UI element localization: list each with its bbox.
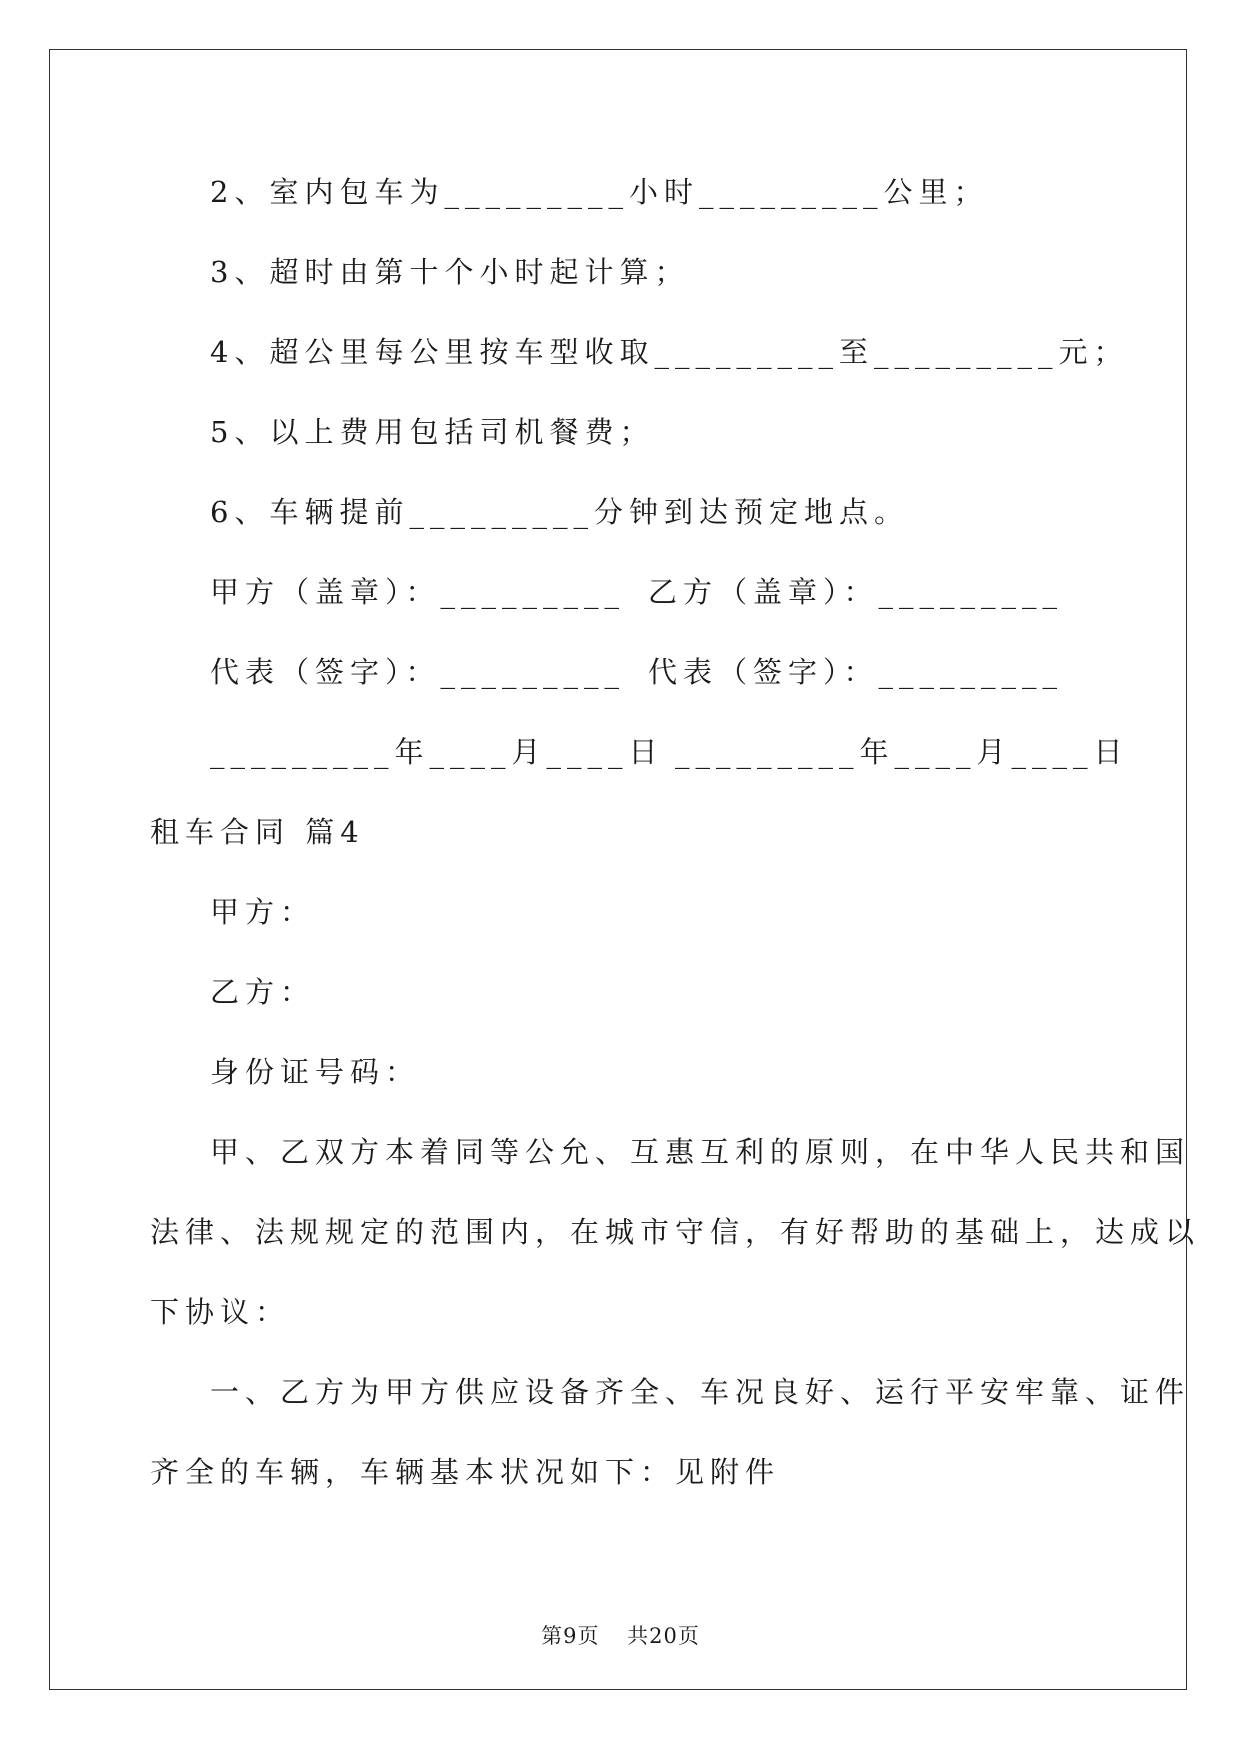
party-b-representative: 代表（签字）：_________ — [648, 655, 1064, 689]
clause-3: 3、超时由第十个小时起计算； — [210, 255, 690, 289]
party-a-date: _________年____月____日 — [210, 735, 664, 769]
party-a-representative: 代表（签字）：_________ — [210, 655, 626, 689]
clause-5: 5、以上费用包括司机餐费； — [210, 415, 655, 449]
page-number: 第9页 — [541, 1624, 600, 1648]
page-footer — [0, 1620, 1241, 1650]
id-number-label: 身份证号码： — [210, 1055, 421, 1089]
paragraph-line: 齐全的车辆，车辆基本状况如下：见附件 — [150, 1455, 781, 1489]
paragraph-line: 一、乙方为甲方供应设备齐全、车况良好、运行平安牢靠、证件 — [210, 1375, 1191, 1409]
page-border — [49, 49, 1187, 1690]
clause-4: 4、超公里每公里按车型收取_________至_________元； — [210, 335, 1129, 369]
paragraph-line: 下协议： — [150, 1295, 291, 1329]
party-b-seal: 乙方（盖章）：_________ — [648, 575, 1064, 609]
section-title: 租车合同 篇4 — [150, 815, 365, 849]
party-a-seal: 甲方（盖章）：_________ — [210, 575, 626, 609]
paragraph-line: 甲、乙双方本着同等公允、互惠互利的原则，在中华人民共和国 — [210, 1135, 1191, 1169]
clause-6: 6、车辆提前_________分钟到达预定地点。 — [210, 495, 909, 529]
party-b-label: 乙方： — [210, 975, 316, 1009]
paragraph-line: 法律、法规规定的范围内，在城市守信，有好帮助的基础上，达成以 — [150, 1215, 1201, 1249]
party-b-date: _________年____月____日 — [675, 735, 1129, 769]
page-total: 共20页 — [627, 1624, 700, 1648]
clause-2: 2、室内包车为_________小时_________公里； — [210, 175, 989, 209]
party-a-label: 甲方： — [210, 895, 316, 929]
